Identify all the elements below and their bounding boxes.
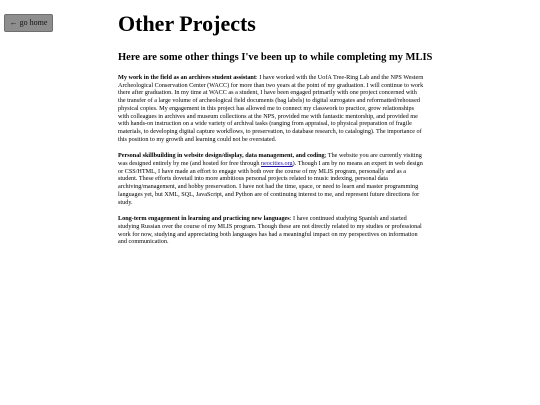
page-title: Other Projects [118,11,256,36]
neocities-link[interactable]: neocities.org [260,160,293,168]
section-heading: Personal skillbuilding in website design/display, data management, and coding [118,152,325,160]
go-home-label: go home [19,18,48,27]
go-home-button[interactable] [4,14,53,32]
section-body: ; The website you are currently visiting was designed entirely by me (and hosted for free through [118,152,422,168]
section-heading: Long-term engagement in learning and practicing new languages [118,215,290,223]
section-heading: My work in the field as an archives student assistant [118,74,256,81]
page-subtitle: Here are some other things I've been up to while completing my MLIS [118,52,433,63]
back-arrow-icon: ← [9,18,18,27]
section-body: : I have worked with the UofA Tree-Ring Lab and the NPS Western Archeological Conservation Center (WACC) for more than two years at the point of my graduation. I will continue to work there after graduation. In my time at WACC as a student, I have been engaged primarily with one project concerned with the transfer of a large volume of archeological field documents (bag labels) to digital surrogates and reformatted/rehoused physical copies. My engagement in this project has allowed me to connect my classwork to practice, grow relationships with colleagues in archives and museum collections at the NPS, provided me with fantastic mentorship, and provided me with hands-on instruction on a wide variety of archival tasks (ranging from appraisal, to physical preparation of fragile materials, to developing digital capture workflows, to preservation, to database research, to cataloging). The importance of this position to my growth and learning could not be overstated. [118,74,424,143]
section-body-continued: ). Though I am by no means an expert in web design or CSS/HTML, I have made an effort to engage with both over the course of my MLIS program, personally and as a student. These efforts dovetail into more ambitious personal projects related to music indexing, personal data archiving/management, and hobby preservation. I have not had the time, space, or need to learn and master programming languages yet, but XML, SQL, JavaScript, and Python are of continuing interest to me, and represent future directions for study. [118,160,423,206]
section-body: : I have continued studying Spanish and started studying Russian over the course of my MLIS program. Though these are not directly related to my studies or professional work for now, studying and appreciating both languages has had a meaningful impact on my perspectives on information and communication. [118,215,422,246]
section-skillbuilding [118,152,424,206]
main-content [118,10,433,246]
section-archives-work [118,74,424,143]
section-languages [118,215,424,246]
